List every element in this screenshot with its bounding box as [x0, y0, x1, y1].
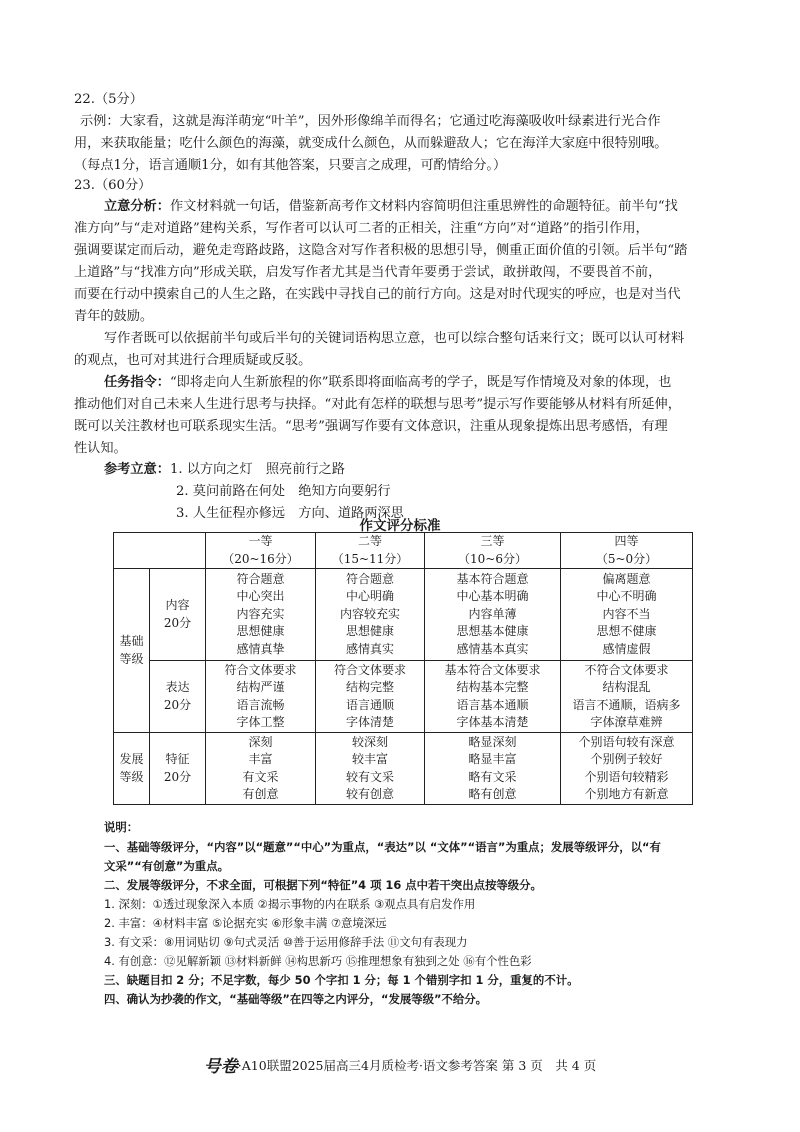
header-grade-1: 一等 （20~16分）	[206, 533, 316, 569]
feature-grade-3: 略显深刻 略显丰富 略有文采 略有创意	[425, 733, 561, 805]
basic-level-cell: 基础等级	[114, 569, 150, 733]
q22-line-1: 示例：大家看，这就是海洋萌宠“叶羊”，因外形像绵羊而得名；它通过吃海藻吸收叶绿素进行光合作	[80, 114, 661, 129]
feature-label-cell: 特征 20分	[150, 733, 206, 805]
q23-analysis-line-6: 青年的鼓励。	[74, 309, 154, 324]
q23-analysis-line-4: 上道路”与“找准方向”形成关联，启发写作者尤其是当代青年要勇于尝试，敢拼敢闯，不要畏首不前，	[74, 265, 662, 280]
q23-task-line-4: 性认知。	[74, 441, 127, 456]
header-grade-4: 四等 （5~0分）	[561, 533, 693, 569]
header-empty-cell	[114, 533, 206, 569]
expression-grade-2: 符合文体要求 结构完整 语言通顺 字体清楚	[316, 661, 425, 733]
note-2-item-1: 1. 深刻：①透过现象深入本质 ②揭示事物的内在联系 ③观点具有启发作用	[104, 897, 476, 911]
q22-line-2: 用，来获取能量；吃什么颜色的海藻，就变成什么颜色，从而躲避敌人；它在海洋大家庭中很特别哦。	[74, 136, 668, 151]
task-label: 任务指令：	[104, 375, 170, 390]
grading-table	[113, 532, 693, 805]
expression-grade-3: 基本符合文体要求 结构基本完整 语言基本通顺 字体基本清楚	[425, 661, 561, 733]
q22-heading: 22.（5分）	[74, 92, 143, 107]
note-1-cont: 文采”“有创意”为重点。	[104, 859, 229, 873]
q23-analysis-line-5: 而要在行动中摸索自己的人生之路，在实践中寻找自己的前行方向。这是对时代现实的呼应，也是对当代	[74, 287, 681, 302]
q23-heading: 23.（60分）	[74, 178, 152, 193]
expression-grade-1: 符合文体要求 结构严谨 语言流畅 字体工整	[206, 661, 316, 733]
feature-row	[114, 733, 693, 805]
expression-grade-4: 不符合文体要求 结构混乱 语言不通顺，语病多 字体潦草难辨	[561, 661, 693, 733]
note-2-item-3: 3. 有文采：⑧用词贴切 ⑨句式灵活 ⑩善于运用修辞手法 ⑪文句有表现力	[104, 935, 468, 949]
content-row	[114, 569, 693, 661]
content-grade-2: 符合题意 中心明确 内容较充实 思想健康 感情真实	[316, 569, 425, 661]
reference-idea-3: 3. 人生征程亦修远 方向、道路两深思	[176, 506, 404, 521]
table-header-row	[114, 533, 693, 569]
note-2-item-2: 2. 丰富：④材料丰富 ⑤论据充实 ⑥形象丰满 ⑦意境深远	[104, 916, 387, 930]
analysis-label: 立意分析：	[104, 199, 170, 214]
reference-label: 参考立意：	[104, 462, 170, 477]
content-grade-4: 偏离题意 中心不明确 内容不当 思想不健康 感情虚假	[561, 569, 693, 661]
page-footer	[0, 1052, 800, 1077]
q23-analysis-line-3: 强调要谋定而后动，避免走弯路歧路，这隐含对写作者积极的思想引导，侧重正面价值的引领。后半句“踏	[74, 243, 688, 258]
reference-idea-2: 2. 莫问前路在何处 绝知方向要躬行	[176, 484, 391, 499]
expression-label-cell: 表达 20分	[150, 661, 206, 733]
brand-logo: 号卷	[203, 1057, 238, 1077]
q23-analysis-line-2: 准方向”与“走对道路”建构关系，写作者可以认可二者的正相关，注重“方向”对“道路”的指引作用，	[74, 221, 649, 236]
q23-analysis-line-1: 立意分析：作文材料就一句话，借鉴新高考作文材料内容简明但注重思辨性的命题特征。前半句“找	[104, 199, 678, 214]
note-2: 二、发展等级评分，不求全面，可根据下列“特征”4 项 16 点中若干突出点按等级分。	[104, 878, 542, 892]
q23-task-line-1: 任务指令：“即将走向人生新旅程的你”联系即将面临高考的学子，既是写作情境及对象的体现，也	[104, 375, 672, 390]
content-grade-3: 基本符合题意 中心基本明确 内容单薄 思想基本健康 感情基本真实	[425, 569, 561, 661]
note-4: 四、确认为抄袭的作文，“基础等级”在四等之内评分，“发展等级”不给分。	[104, 992, 488, 1006]
note-2-item-4: 4. 有创意：⑫见解新颖 ⑬材料新鲜 ⑭构思新巧 ⑮推理想象有独到之处 ⑯有个性色彩	[104, 954, 532, 968]
develop-level-cell: 发展等级	[114, 733, 150, 805]
note-1: 一、基础等级评分，“内容”以“题意”“中心”为重点，“表达”以 “文体”“语言”为重点；发展等级评分，以“有	[104, 840, 661, 854]
q23-task-line-2: 推动他们对自己未来人生进行思考与抉择。“对此有怎样的联想与思考”提示写作要能够从材料有所延伸，	[74, 397, 681, 412]
feature-grade-4: 个别语句较有深意 个别例子较好 个别语句较精彩 个别地方有新意	[561, 733, 693, 805]
q23-task-line-3: 既可以关注教材也可联系现实生活。“思考”强调写作要有文体意识，注重从现象提炼出思考感悟，有理	[74, 419, 668, 434]
feature-grade-1: 深刻 丰富 有文采 有创意	[206, 733, 316, 805]
footer-text: ·A10联盟2025届高三4月质检考·语文参考答案 第 3 页 共 4 页	[237, 1058, 597, 1073]
expression-row	[114, 661, 693, 733]
content-grade-1: 符合题意 中心突出 内容充实 思想健康 感情真挚	[206, 569, 316, 661]
notes-label: 说明：	[104, 820, 139, 834]
header-grade-2: 二等 （15~11分）	[316, 533, 425, 569]
feature-grade-2: 较深刻 较丰富 较有文采 较有创意	[316, 733, 425, 805]
q23-para2-line-2: 的观点，也可对其进行合理质疑或反驳。	[74, 353, 312, 368]
table-title: 作文评分标准	[359, 518, 441, 534]
content-label-cell: 内容 20分	[150, 569, 206, 661]
q22-line-3: （每点1分，语言通顺1分，如有其他答案，只要言之成理，可酌情给分。）	[74, 158, 507, 173]
q23-para2-line-1: 写作者既可以依据前半句或后半句的关键词语构思立意，也可以综合整句话来行文；既可以认可材料	[104, 331, 685, 346]
note-3: 三、缺题目扣 2 分；不足字数，每少 50 个字扣 1 分；每 1 个错别字扣 1 分，重复的不计。	[104, 973, 579, 987]
header-grade-3: 三等 （10~6分）	[425, 533, 561, 569]
reference-idea-1: 参考立意：1. 以方向之灯 照亮前行之路	[104, 462, 345, 477]
